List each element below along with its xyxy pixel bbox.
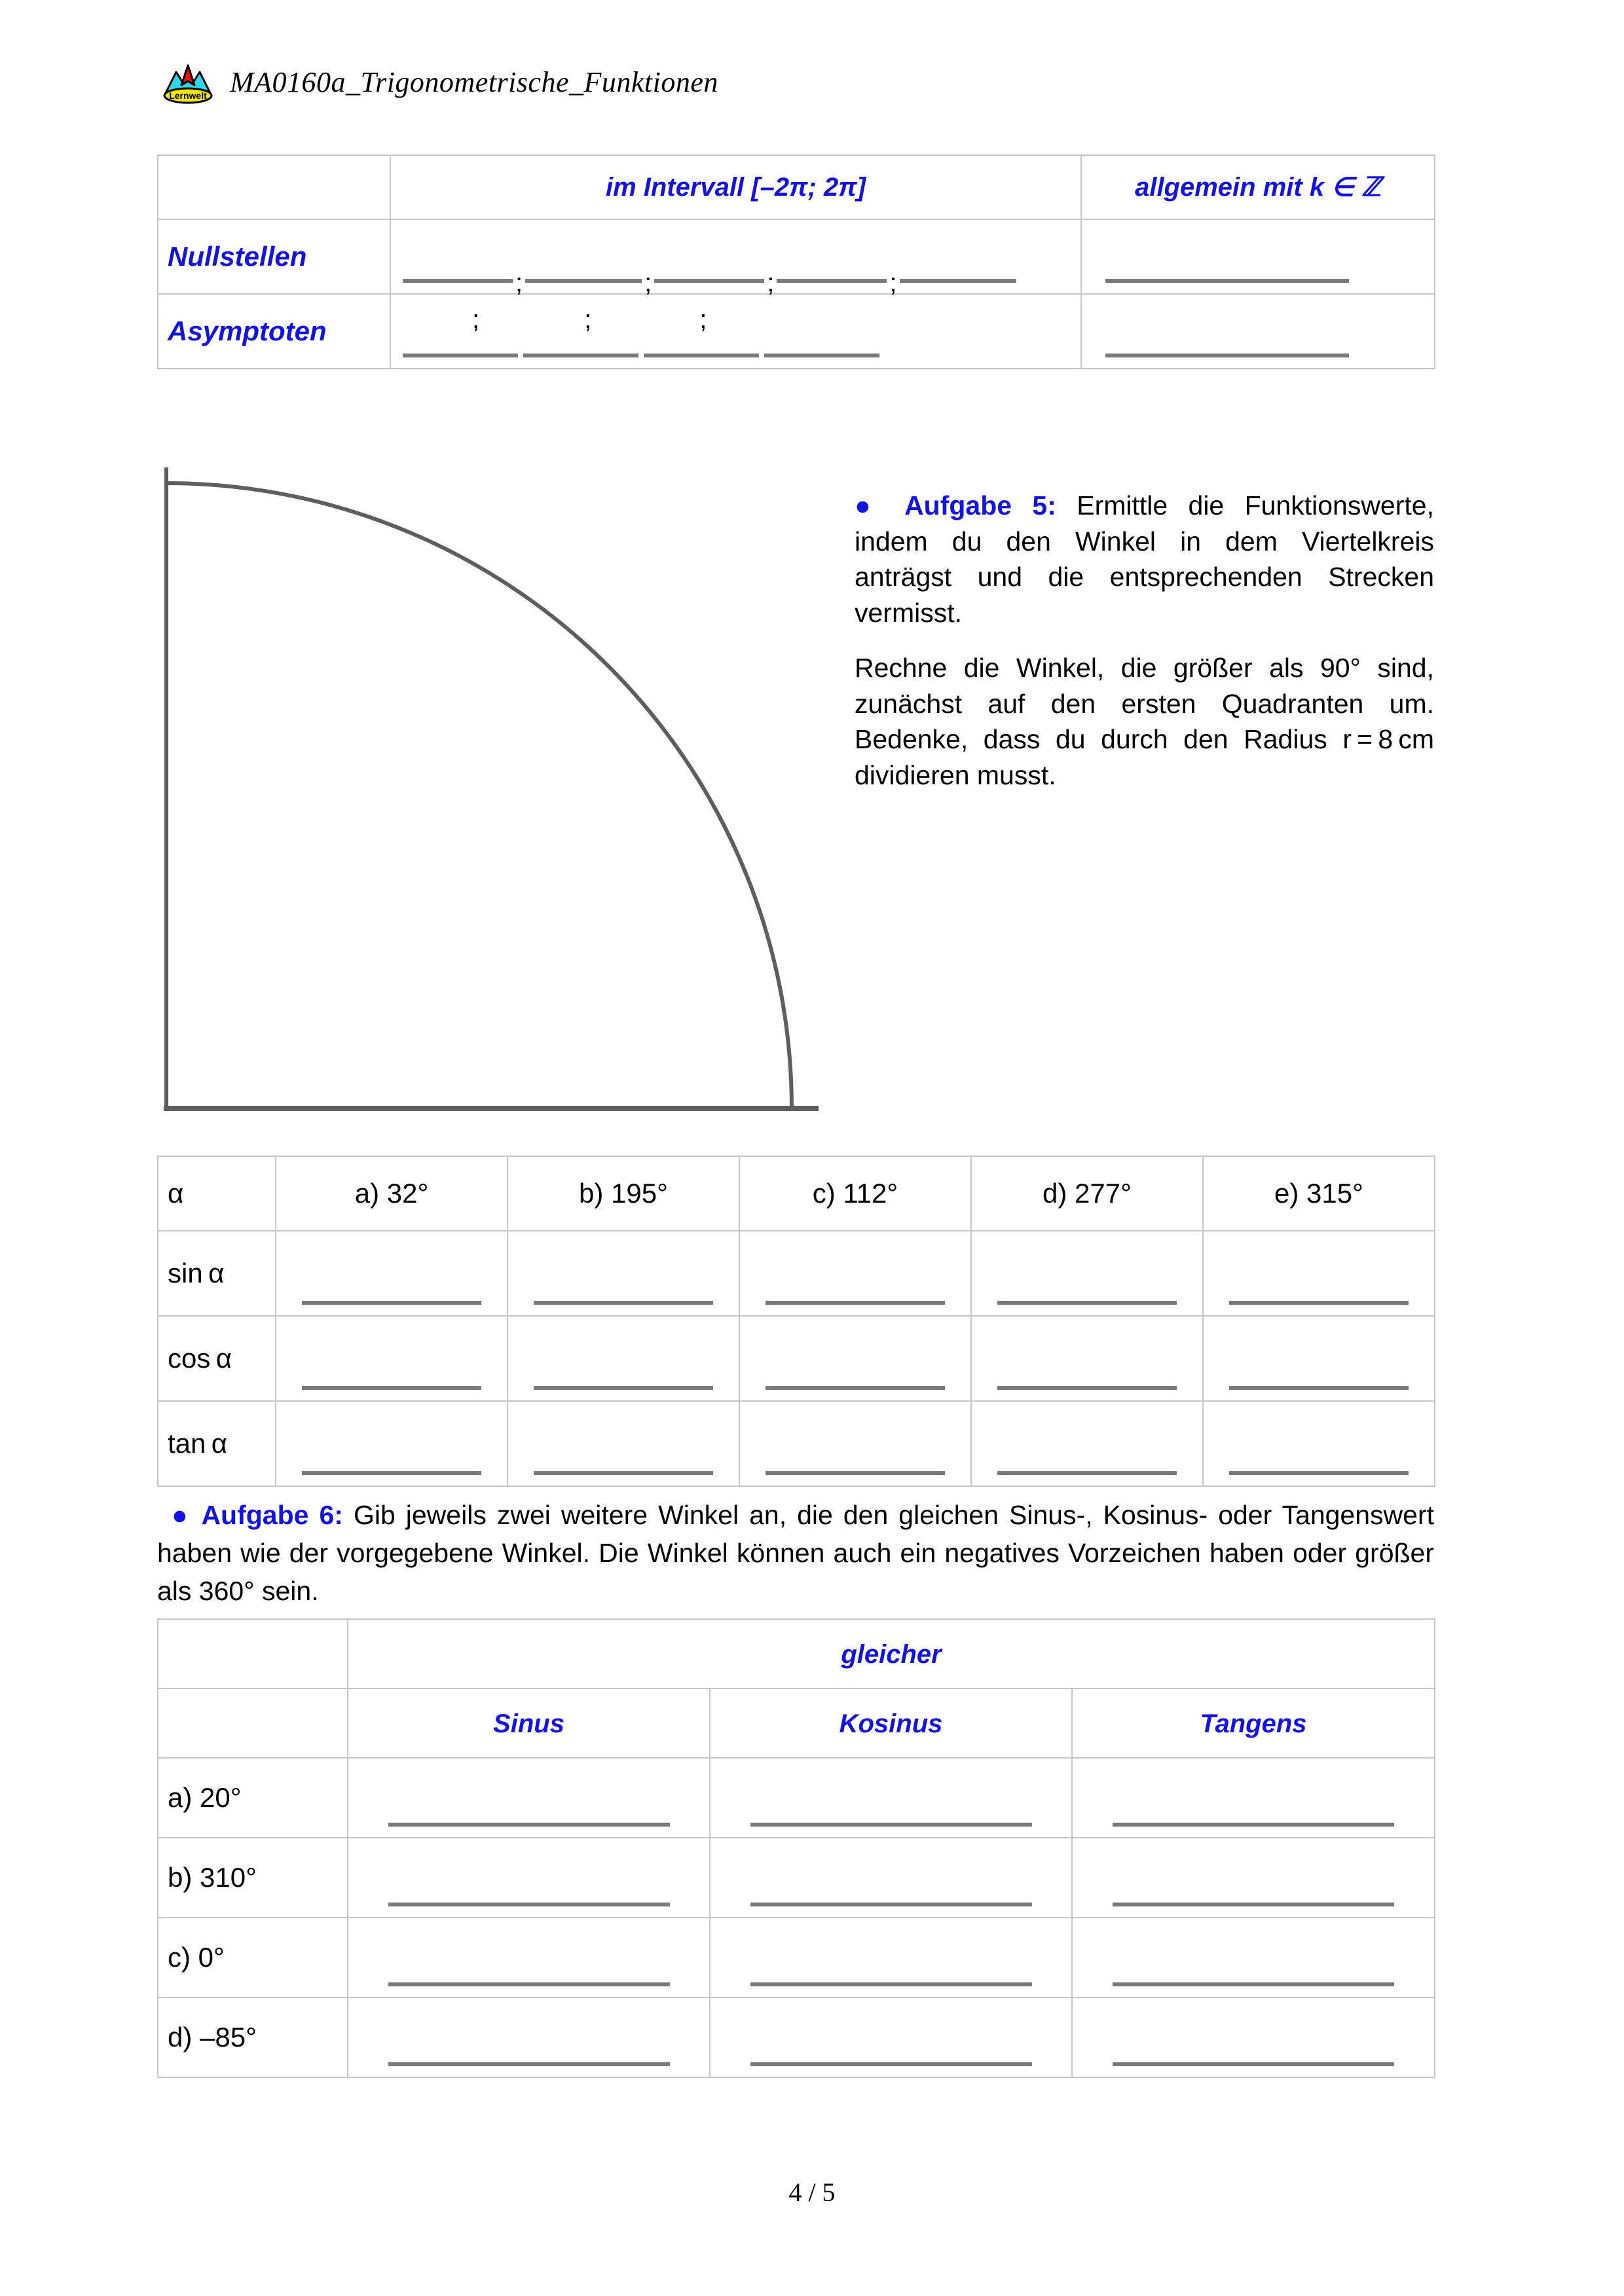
answer-blank[interactable] xyxy=(403,279,513,283)
header-alpha-label: α xyxy=(168,1178,184,1209)
sin-answer-b[interactable] xyxy=(507,1231,739,1316)
header-angle-a-label: a) 32° xyxy=(354,1178,429,1209)
task6-bullet-icon: ● xyxy=(172,1500,191,1530)
sin-answer-c[interactable] xyxy=(739,1231,971,1316)
header-kosinus-label: Kosinus xyxy=(839,1709,943,1738)
header-angle-c xyxy=(739,1156,971,1231)
row-label-a-cell xyxy=(158,1758,348,1838)
sin-answer-a[interactable] xyxy=(276,1231,507,1316)
row-label-asymptoten-cell xyxy=(158,294,390,369)
quarter-circle-figure xyxy=(161,465,822,1120)
same-d-tangens[interactable] xyxy=(1072,1997,1435,2077)
answer-blank[interactable] xyxy=(777,279,887,283)
header-angle-a xyxy=(276,1156,507,1231)
sin-answer-e[interactable] xyxy=(1203,1231,1435,1316)
cos-answer-c[interactable] xyxy=(739,1316,971,1401)
header-tangens-label: Tangens xyxy=(1200,1709,1307,1738)
table-row xyxy=(158,1619,1435,1688)
same-a-sinus[interactable] xyxy=(348,1758,710,1838)
table-header-row xyxy=(158,1688,1435,1758)
answer-blank[interactable] xyxy=(900,279,1016,283)
answer-blank[interactable] xyxy=(302,1386,481,1390)
row-label-nullstellen-cell xyxy=(158,219,390,294)
answer-blank[interactable] xyxy=(302,1471,481,1475)
answer-blank[interactable] xyxy=(534,1471,713,1475)
answer-blank[interactable] xyxy=(403,354,518,357)
task6-paragraph xyxy=(157,1496,1434,1611)
row-label-c-cell xyxy=(158,1918,348,1997)
same-a-kosinus[interactable] xyxy=(710,1758,1072,1838)
tan-answer-d[interactable] xyxy=(971,1401,1203,1486)
cos-answer-d[interactable] xyxy=(971,1316,1203,1401)
header-general-label: allgemein mit k ∈ ℤ xyxy=(1135,173,1381,202)
header-interval-label: im Intervall [–2π; 2π] xyxy=(605,172,866,202)
table-row xyxy=(158,294,1435,369)
row-label-asymptoten: Asymptoten xyxy=(168,316,327,346)
same-b-kosinus[interactable] xyxy=(710,1838,1072,1918)
header-angle-e xyxy=(1203,1156,1435,1231)
tan-answer-c[interactable] xyxy=(739,1401,971,1486)
table-row xyxy=(158,1231,1435,1316)
empty-corner-cell xyxy=(158,1619,348,1688)
task6-text: Gib jeweils zwei weitere Winkel an, die den gleichen Sinus-, Kosinus- oder Tangenswert haben wie der vorgegebene Winkel. Die Winkel können auch ein negatives Vorzeichen haben oder größer als 360° sein. xyxy=(157,1500,1434,1607)
task6-block xyxy=(157,1496,1434,1611)
row-label-a: a) 20° xyxy=(168,1782,242,1813)
answer-blank[interactable] xyxy=(997,1301,1177,1305)
same-b-sinus[interactable] xyxy=(348,1838,710,1918)
answer-blank[interactable] xyxy=(1229,1386,1409,1390)
header-angle-c-label: c) 112° xyxy=(812,1178,898,1209)
answer-blank[interactable] xyxy=(525,279,642,283)
same-c-sinus[interactable] xyxy=(348,1918,710,1997)
page-footer xyxy=(0,2177,1624,2208)
answer-blank[interactable] xyxy=(750,2062,1032,2066)
answer-blank[interactable] xyxy=(1113,1823,1394,1827)
header-sinus-label: Sinus xyxy=(493,1709,564,1738)
row-label-tan-cell xyxy=(158,1401,276,1486)
table-row xyxy=(158,1758,1435,1838)
row-label-d: d) –85° xyxy=(168,2022,257,2052)
cos-answer-e[interactable] xyxy=(1203,1316,1435,1401)
same-c-kosinus[interactable] xyxy=(710,1918,1072,1997)
task5-text-1: Ermittle die Funktionswerte, indem du den Winkel in dem Viertelkreis anträgst und die entsprechenden Strecken vermisst. xyxy=(855,490,1434,628)
row-label-b-cell xyxy=(158,1838,348,1918)
lernwelt-logo-icon xyxy=(160,59,215,105)
answer-blank[interactable] xyxy=(534,1301,713,1305)
answer-blank[interactable] xyxy=(1113,1982,1394,1986)
zeros-asymptotes-table xyxy=(157,155,1435,369)
sin-answer-d[interactable] xyxy=(971,1231,1203,1316)
same-a-tangens[interactable] xyxy=(1072,1758,1435,1838)
task5-bullet-icon: ● xyxy=(855,490,884,520)
header-angle-b-label: b) 195° xyxy=(579,1178,668,1209)
row-label-d-cell xyxy=(158,1997,348,2077)
row-label-c: c) 0° xyxy=(168,1942,225,1973)
task5-paragraph-1 xyxy=(855,488,1434,630)
answer-blank[interactable] xyxy=(1229,1471,1409,1475)
table-header-row xyxy=(158,1156,1435,1231)
empty-corner-cell xyxy=(158,155,390,219)
answer-blank[interactable] xyxy=(388,1823,670,1827)
same-d-kosinus[interactable] xyxy=(710,1997,1072,2077)
header-kosinus-cell xyxy=(710,1688,1072,1758)
answer-blank[interactable] xyxy=(1105,354,1349,357)
answer-blank[interactable] xyxy=(388,1903,670,1906)
table-row xyxy=(158,1838,1435,1918)
same-b-tangens[interactable] xyxy=(1072,1838,1435,1918)
table-row xyxy=(158,1918,1435,1997)
row-label-sin-cell xyxy=(158,1231,276,1316)
row-label-sin: sin α xyxy=(168,1258,225,1288)
header-alpha-cell xyxy=(158,1156,276,1231)
header-angle-e-label: e) 315° xyxy=(1274,1178,1363,1209)
same-d-sinus[interactable] xyxy=(348,1997,710,2077)
answer-blank[interactable] xyxy=(644,354,759,357)
logo-label: Lernwelt xyxy=(169,90,207,101)
answer-blank[interactable] xyxy=(388,1982,670,1986)
document-title: MA0160a_Trigonometrische_Funktionen xyxy=(230,65,718,98)
table-row xyxy=(158,1316,1435,1401)
tan-answer-e[interactable] xyxy=(1203,1401,1435,1486)
tan-answer-a[interactable] xyxy=(276,1401,507,1486)
answer-blank[interactable] xyxy=(750,1823,1032,1827)
header-angle-d xyxy=(971,1156,1203,1231)
task5-tag: Aufgabe 5: xyxy=(904,490,1056,520)
task5-paragraph-2: Rechne die Winkel, die größer als 90° sind, zunächst auf den ersten Quadranten um. Bedenke, dass du durch den Radius r = 8 cm dividieren musst. xyxy=(855,653,1434,790)
same-c-tangens[interactable] xyxy=(1072,1918,1435,1997)
header-general-cell xyxy=(1081,155,1435,219)
task6-tag: Aufgabe 6: xyxy=(201,1500,343,1530)
group-header-label: gleicher xyxy=(841,1640,942,1669)
page-header xyxy=(160,59,718,105)
answer-blank[interactable] xyxy=(388,2062,670,2066)
header-angle-b xyxy=(507,1156,739,1231)
quarter-arc xyxy=(166,483,792,1108)
answer-blank[interactable] xyxy=(997,1471,1177,1475)
asymptoten-general-answer[interactable] xyxy=(1081,294,1435,369)
row-label-tan: tan α xyxy=(168,1428,228,1459)
answer-blank[interactable] xyxy=(534,1386,713,1390)
answer-blank[interactable] xyxy=(750,1903,1032,1906)
answer-blank[interactable] xyxy=(997,1386,1177,1390)
answer-blank[interactable] xyxy=(764,354,879,357)
cos-answer-a[interactable] xyxy=(276,1316,507,1401)
header-sinus-cell xyxy=(348,1688,710,1758)
answer-blank[interactable] xyxy=(1113,1903,1394,1906)
answer-blank[interactable] xyxy=(302,1301,481,1305)
nullstellen-general-answer[interactable] xyxy=(1081,219,1435,294)
page-number: 4 / 5 xyxy=(788,2178,836,2207)
answer-blank[interactable] xyxy=(1229,1301,1409,1305)
task5-block xyxy=(855,488,1434,793)
row-label-cos: cos α xyxy=(168,1343,232,1374)
table-row xyxy=(158,155,1435,219)
header-interval-cell xyxy=(390,155,1081,219)
trig-values-table xyxy=(157,1156,1435,1487)
same-value-angles-table xyxy=(157,1618,1435,2078)
tan-answer-b[interactable] xyxy=(507,1401,739,1486)
cos-answer-b[interactable] xyxy=(507,1316,739,1401)
answer-blank[interactable] xyxy=(523,354,638,357)
answer-blank[interactable] xyxy=(654,279,764,283)
header-angle-d-label: d) 277° xyxy=(1043,1178,1132,1209)
answer-blank[interactable] xyxy=(1105,279,1349,283)
asymptoten-interval-answers[interactable]: ; ; ; xyxy=(390,294,1081,369)
group-header-cell xyxy=(348,1619,1435,1688)
answer-blank[interactable] xyxy=(766,1386,945,1390)
answer-blank[interactable] xyxy=(766,1301,945,1305)
answer-blank[interactable] xyxy=(1113,2062,1394,2066)
answer-blank[interactable] xyxy=(766,1471,945,1475)
nullstellen-interval-answers[interactable]: ; ; ; ; xyxy=(390,219,1081,294)
empty-corner-cell-2 xyxy=(158,1688,348,1758)
header-tangens-cell xyxy=(1072,1688,1435,1758)
row-label-cos-cell xyxy=(158,1316,276,1401)
row-label-nullstellen: Nullstellen xyxy=(168,241,307,272)
answer-blank[interactable] xyxy=(750,1982,1032,1986)
table-row xyxy=(158,219,1435,294)
table-row xyxy=(158,1997,1435,2077)
table-row xyxy=(158,1401,1435,1486)
row-label-b: b) 310° xyxy=(168,1862,257,1893)
